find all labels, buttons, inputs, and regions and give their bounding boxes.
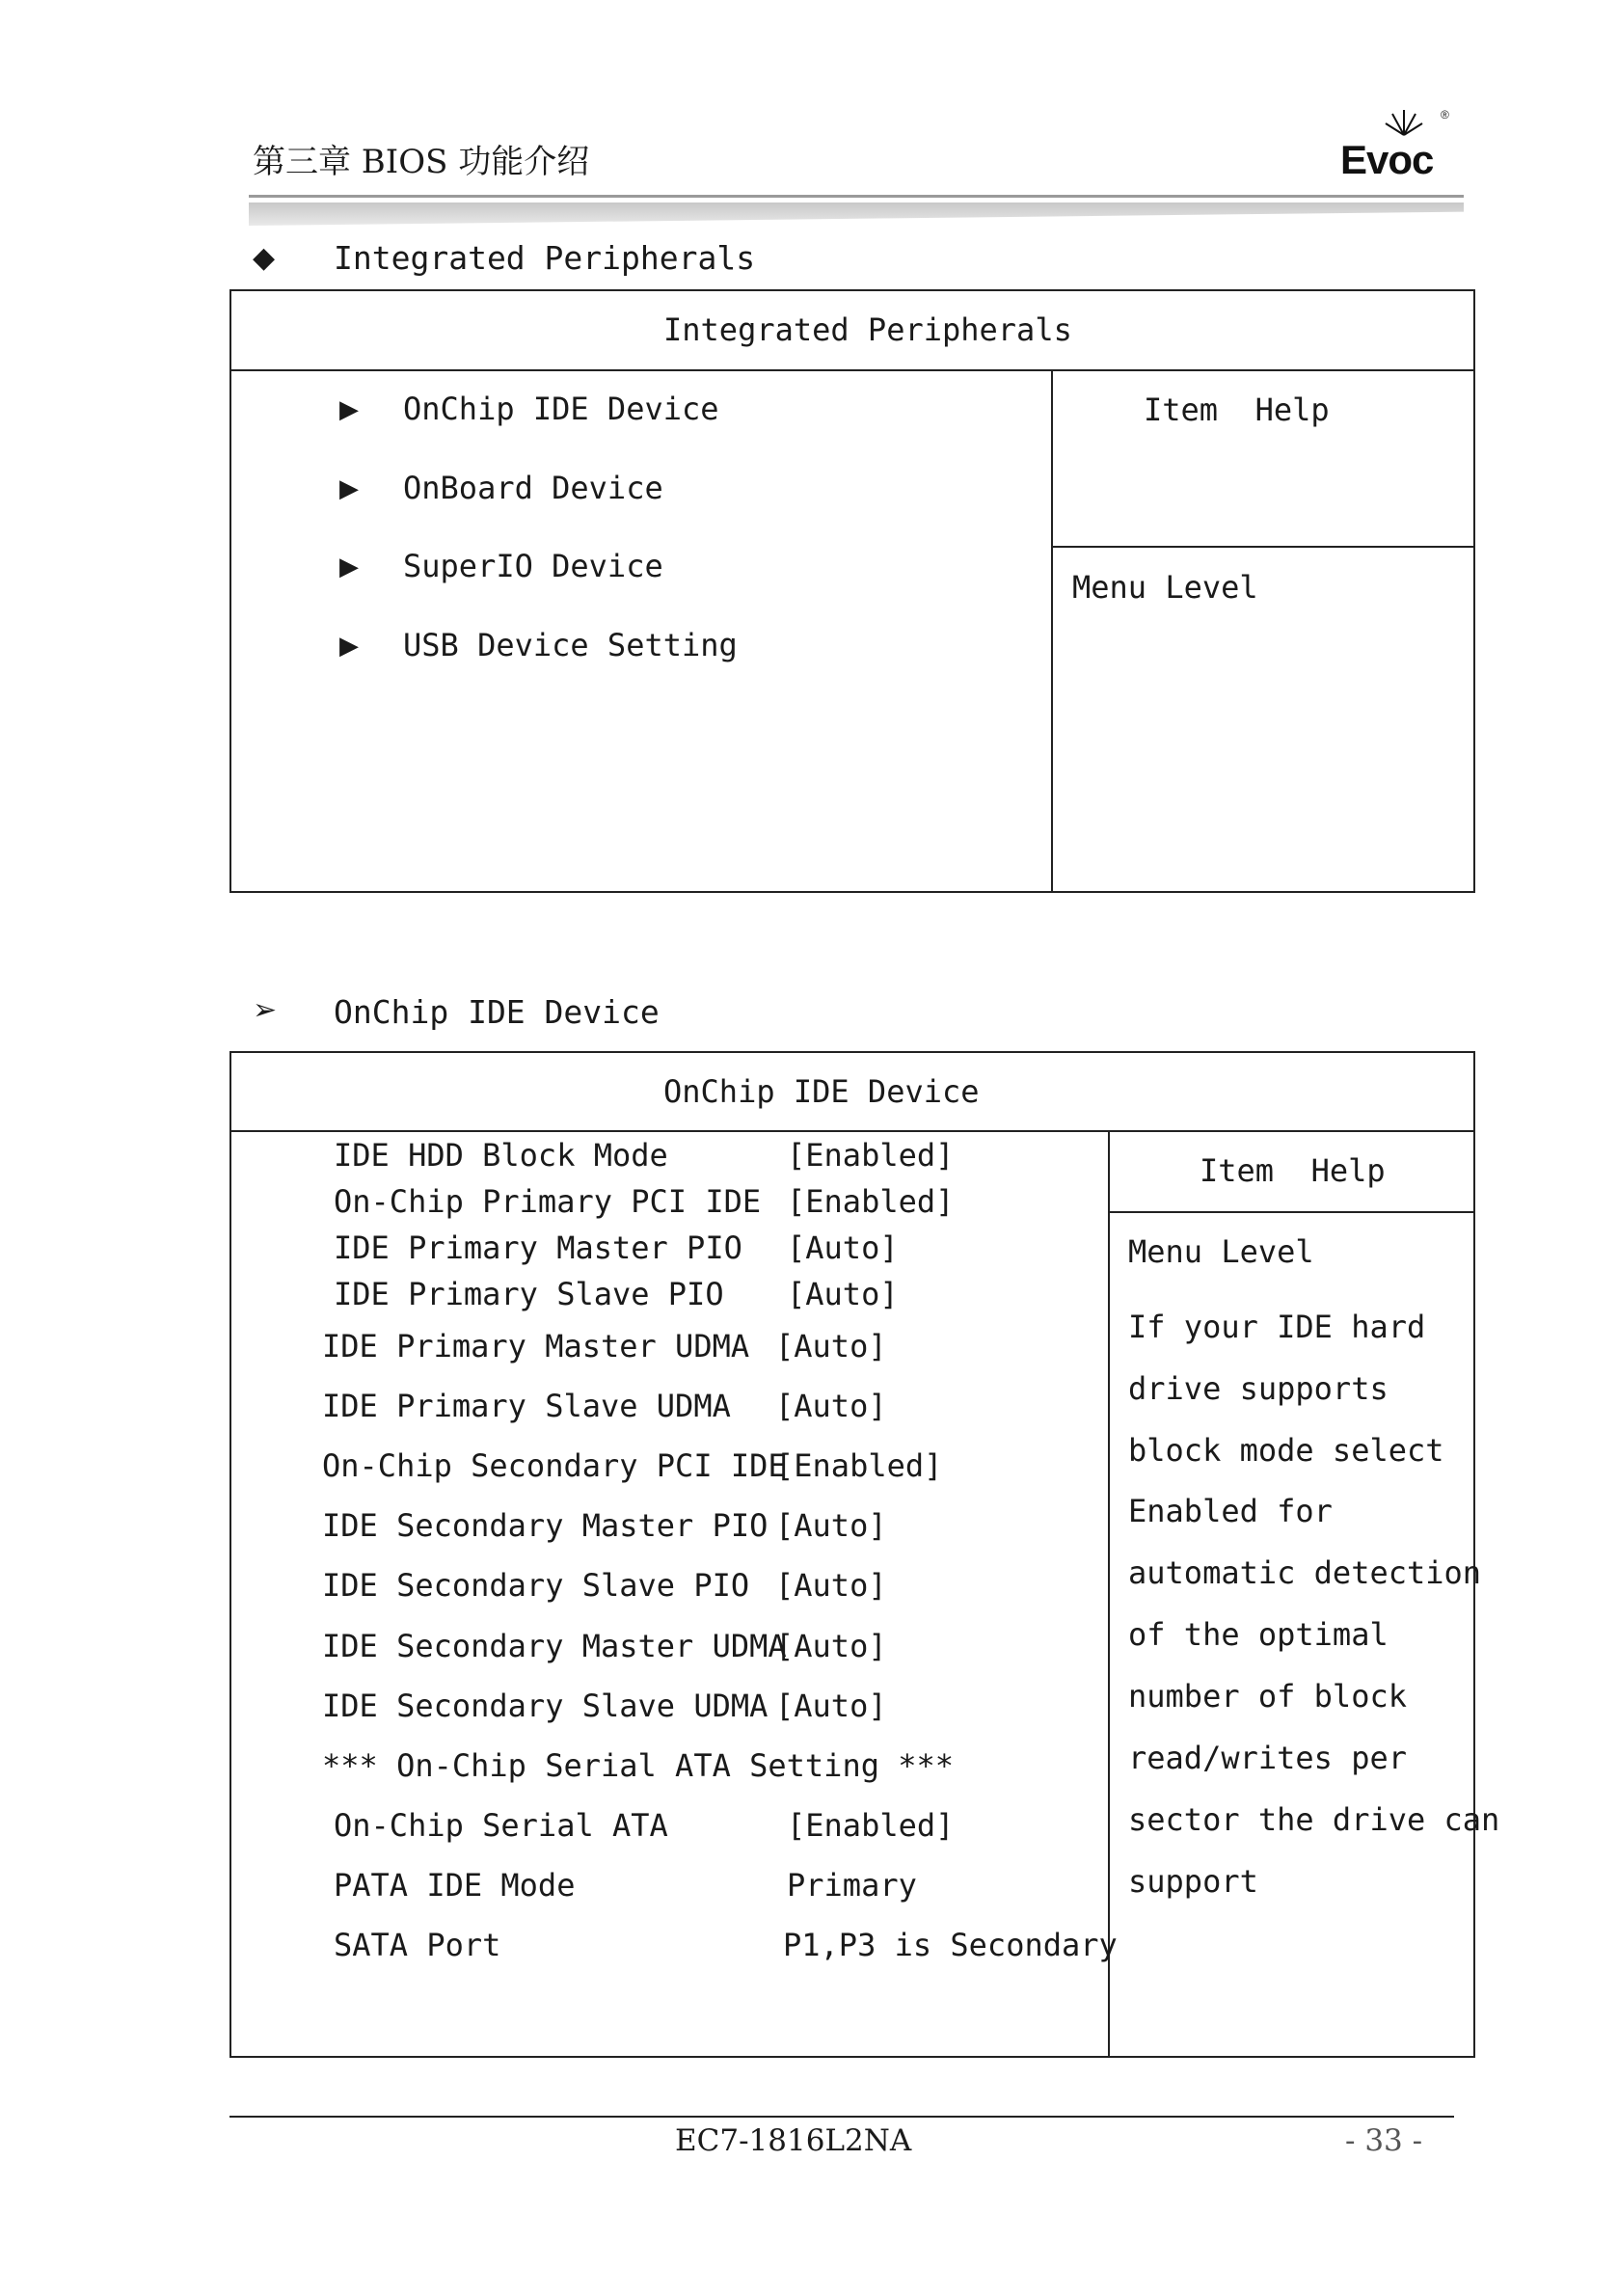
setting-value[interactable]: [Enabled] — [775, 1447, 943, 1484]
table-divider — [1051, 546, 1475, 548]
setting-value[interactable]: [Enabled] — [787, 1137, 955, 1174]
table-title: OnChip IDE Device — [663, 1073, 980, 1110]
setting-label: IDE Primary Slave PIO — [334, 1276, 724, 1312]
help-line: automatic detection — [1128, 1554, 1482, 1591]
help-line: of the optimal — [1128, 1616, 1389, 1653]
arrow-right-icon: ▶ — [339, 632, 359, 661]
setting-label: SATA Port — [334, 1927, 501, 1963]
setting-label: IDE Secondary Master UDMA — [322, 1628, 787, 1664]
header-rule-shadow — [249, 203, 1464, 226]
setting-label: On-Chip Secondary PCI IDE — [322, 1447, 787, 1484]
setting-label: IDE Primary Master UDMA — [322, 1328, 750, 1364]
setting-label: IDE Secondary Slave UDMA — [322, 1688, 769, 1724]
setting-label: On-Chip Primary PCI IDE — [334, 1183, 762, 1220]
setting-label: IDE Secondary Master PIO — [322, 1507, 769, 1544]
setting-value[interactable]: P1,P3 is Secondary — [783, 1927, 1118, 1963]
setting-value[interactable]: Primary — [787, 1867, 917, 1904]
logo-text: Evoc — [1340, 137, 1434, 182]
footer-rule — [229, 2116, 1454, 2118]
setting-value[interactable]: [Auto] — [775, 1507, 887, 1544]
chapter-title: 第三章 BIOS 功能介绍 — [253, 143, 590, 181]
footer-page-number: - 33 - — [1345, 2123, 1423, 2158]
item-help-title: Item Help — [1200, 1152, 1386, 1189]
setting-label: IDE Primary Master PIO — [334, 1229, 742, 1266]
setting-value[interactable]: [Auto] — [775, 1628, 887, 1664]
arrow-right-icon: ▶ — [339, 395, 359, 424]
footer-model-number: EC7-1816L2NA — [675, 2123, 912, 2158]
table-divider — [229, 369, 1475, 371]
table-divider — [1108, 1211, 1475, 1213]
menu-item-label: SuperIO Device — [403, 548, 663, 584]
section-heading-onchip-ide-device: OnChip IDE Device — [334, 993, 660, 1031]
help-line: block mode select — [1128, 1432, 1444, 1469]
setting-label: IDE HDD Block Mode — [334, 1137, 668, 1174]
arrowhead-bullet-icon: ➢ — [253, 993, 278, 1027]
help-line: number of block — [1128, 1678, 1407, 1715]
diamond-bullet-icon: ◆ — [253, 241, 276, 275]
section-heading-integrated-peripherals: Integrated Peripherals — [334, 239, 756, 277]
setting-value[interactable]: [Enabled] — [787, 1183, 955, 1220]
arrow-right-icon: ▶ — [339, 474, 359, 503]
table-divider — [1108, 1130, 1110, 2058]
setting-value[interactable]: [Enabled] — [787, 1807, 955, 1844]
setting-value[interactable]: [Auto] — [775, 1567, 887, 1604]
setting-label: IDE Primary Slave UDMA — [322, 1388, 731, 1424]
table-divider — [1051, 369, 1053, 893]
arrow-right-icon: ▶ — [339, 553, 359, 581]
setting-value[interactable]: [Auto] — [787, 1229, 899, 1266]
help-line: Enabled for — [1128, 1493, 1333, 1529]
help-line: support — [1128, 1863, 1258, 1900]
table-title: Integrated Peripherals — [663, 311, 1072, 348]
help-line: drive supports — [1128, 1370, 1389, 1407]
setting-value[interactable]: [Auto] — [775, 1688, 887, 1724]
help-line: Menu Level — [1128, 1233, 1314, 1270]
help-text: Menu Level — [1072, 569, 1258, 606]
registered-mark: ® — [1441, 108, 1449, 122]
table-divider — [229, 1130, 1475, 1132]
item-help-title: Item Help — [1144, 392, 1330, 428]
menu-item-label: OnChip IDE Device — [403, 391, 719, 427]
group-header-label: *** On-Chip Serial ATA Setting *** — [322, 1747, 955, 1784]
menu-item-label: OnBoard Device — [403, 470, 663, 506]
setting-value[interactable]: [Auto] — [787, 1276, 899, 1312]
setting-value[interactable]: [Auto] — [775, 1328, 887, 1364]
setting-label: IDE Secondary Slave PIO — [322, 1567, 750, 1604]
help-line: read/writes per — [1128, 1740, 1407, 1776]
starburst-icon — [1383, 108, 1425, 137]
setting-value[interactable]: [Auto] — [775, 1388, 887, 1424]
header-rule — [249, 195, 1464, 198]
evoc-logo — [1340, 108, 1456, 185]
integrated-peripherals-table — [229, 289, 1475, 893]
help-line: sector the drive can — [1128, 1801, 1500, 1838]
setting-label: On-Chip Serial ATA — [334, 1807, 668, 1844]
help-line: If your IDE hard — [1128, 1309, 1426, 1345]
menu-item-label: USB Device Setting — [403, 627, 738, 663]
setting-label: PATA IDE Mode — [334, 1867, 576, 1904]
